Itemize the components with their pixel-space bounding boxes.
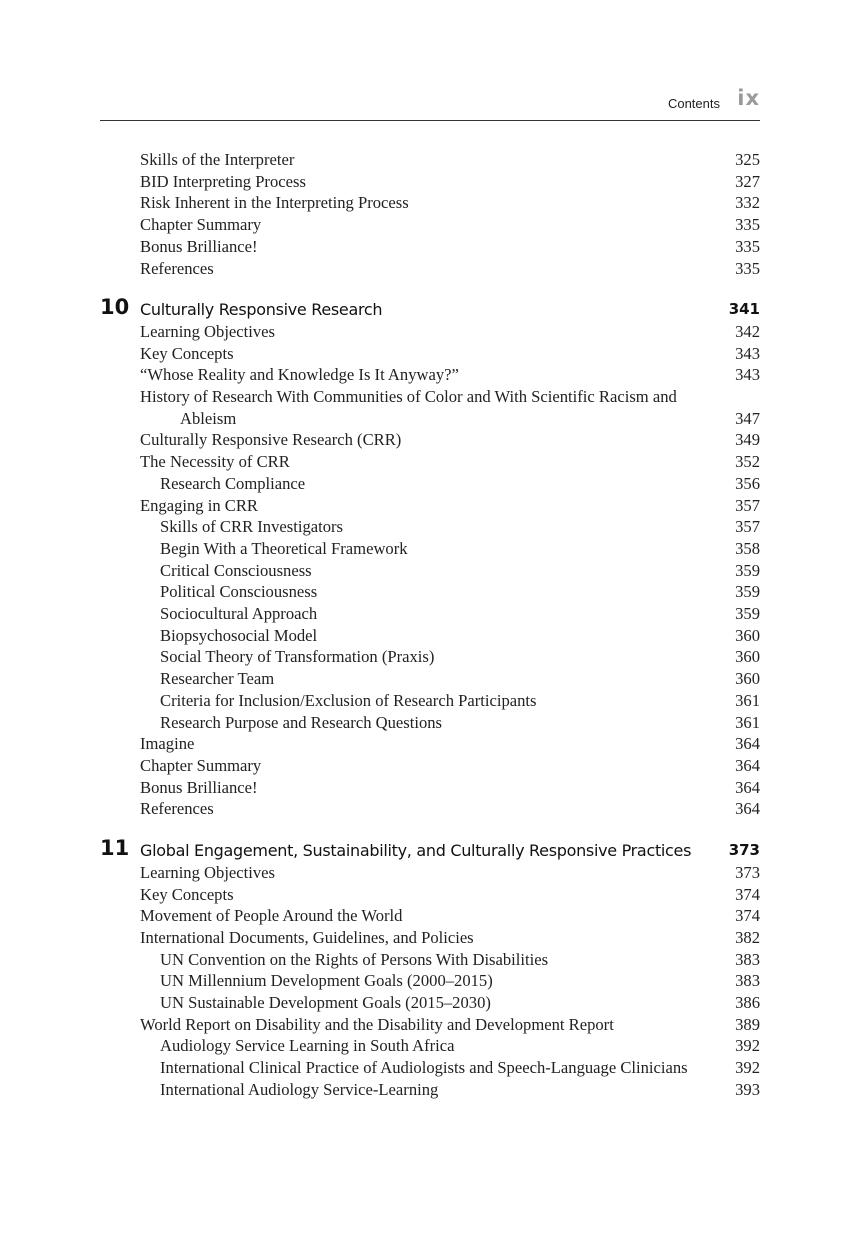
chapter-title: Global Engagement, Sustainability, and Culturally Responsive Practices [140,841,692,861]
toc-entry-page: 335 [735,215,760,235]
toc-entry[interactable] [100,171,760,193]
toc-subentry[interactable] [100,603,760,625]
table-of-contents [100,149,760,1101]
toc-entry-page: 357 [735,517,760,537]
chapter-title: Culturally Responsive Research [140,300,383,320]
chapter-page: 373 [728,841,760,860]
toc-entry-page: 360 [735,625,760,645]
toc-entry-title: Culturally Responsive Research (CRR) [140,430,402,450]
toc-entry-title: World Report on Disability and the Disability and Development Report [140,1014,614,1034]
toc-subentry[interactable] [100,668,760,690]
toc-entry-title: Key Concepts [140,343,234,363]
chapter-heading-10[interactable] [100,295,760,321]
toc-entry-title: Key Concepts [140,884,234,904]
toc-entry-page: 343 [735,343,760,363]
toc-entry-page: 359 [735,560,760,580]
toc-subentry[interactable] [100,1079,760,1101]
toc-entry[interactable] [100,321,760,343]
toc-entry-page: 335 [735,258,760,278]
toc-subentry[interactable] [100,949,760,971]
toc-entry-page: 343 [735,365,760,385]
page-number: ix [737,86,760,110]
toc-subentry[interactable] [100,516,760,538]
toc-entry-page: 358 [735,538,760,558]
toc-entry-page: 327 [735,171,760,191]
toc-entry-page: 360 [735,647,760,667]
toc-entry[interactable] [100,755,760,777]
toc-entry[interactable] [100,386,760,429]
toc-entry-title: Research Purpose and Research Questions [160,712,443,732]
toc-entry-page: 364 [735,734,760,754]
toc-entry[interactable] [100,364,760,386]
toc-subentry[interactable] [100,625,760,647]
toc-entry-title: References [140,258,214,278]
toc-entry-page: 373 [735,862,760,882]
toc-subentry[interactable] [100,970,760,992]
toc-entry[interactable] [100,777,760,799]
toc-entry-page: 359 [735,582,760,602]
toc-entry-page: 374 [735,906,760,926]
toc-entry-title: Learning Objectives [140,321,276,341]
toc-entry[interactable] [100,862,760,884]
toc-subentry[interactable] [100,690,760,712]
toc-entry[interactable] [100,884,760,906]
toc-entry-title: Begin With a Theoretical Framework [160,538,408,558]
toc-entry-page: 360 [735,669,760,689]
toc-entry-title: Research Compliance [160,473,306,493]
toc-entry-page: 361 [735,690,760,710]
toc-entry-page: 352 [735,452,760,472]
toc-entry[interactable] [100,429,760,451]
toc-subentry[interactable] [100,473,760,495]
toc-entry-page: 349 [735,430,760,450]
toc-entry[interactable] [100,192,760,214]
toc-entry-title: Risk Inherent in the Interpreting Process [140,193,409,213]
toc-entry-title: Chapter Summary [140,215,262,235]
toc-entry-title: BID Interpreting Process [140,171,306,191]
toc-entry-page: 383 [735,971,760,991]
toc-entry-title: Imagine [140,734,195,754]
toc-entry-title: Researcher Team [160,669,275,689]
toc-entry-page: 383 [735,949,760,969]
chapter-heading-11[interactable] [100,836,760,862]
toc-subentry[interactable] [100,1057,760,1079]
toc-entry-title: UN Millennium Development Goals (2000–2015) [160,971,493,991]
toc-entry-title: Biopsychosocial Model [160,625,318,645]
toc-entry[interactable] [100,1014,760,1036]
toc-entry-page: 382 [735,927,760,947]
running-header-label: Contents [667,96,720,111]
toc-entry-title: Engaging in CRR [140,495,259,515]
toc-entry-page: 393 [735,1079,760,1099]
toc-entry-page: 332 [735,193,760,213]
toc-entry[interactable] [100,343,760,365]
toc-entry-page: 389 [735,1014,760,1034]
toc-entry-title: Skills of CRR Investigators [160,517,344,537]
toc-entry-page: 347 [735,408,760,428]
toc-subentry[interactable] [100,1035,760,1057]
toc-entry[interactable] [100,451,760,473]
toc-entry-page: 357 [735,495,760,515]
toc-entry-page: 392 [735,1058,760,1078]
toc-entry-page: 386 [735,993,760,1013]
chapter-number: 11 [100,836,130,861]
toc-entry[interactable] [100,733,760,755]
toc-entry-title: Sociocultural Approach [160,604,318,624]
toc-entry-title: Audiology Service Learning in South Africa [160,1036,455,1056]
toc-entry[interactable] [100,495,760,517]
toc-entry-page: 364 [735,777,760,797]
toc-entry-page: 335 [735,236,760,256]
toc-entry-title: UN Convention on the Rights of Persons With Disabilities [160,949,549,969]
toc-entry-title: Skills of the Interpreter [140,150,295,169]
toc-entry-title: Chapter Summary [140,755,262,775]
toc-entry[interactable] [100,927,760,949]
toc-entry[interactable] [100,258,760,280]
toc-entry[interactable] [100,214,760,236]
toc-entry-title: International Audiology Service-Learning [160,1079,439,1099]
toc-entry-page: 359 [735,604,760,624]
chapter-page: 341 [728,300,760,319]
toc-entry-page: 325 [735,150,760,169]
toc-entry-title: The Necessity of CRR [140,452,290,472]
toc-subentry[interactable] [100,712,760,734]
toc-subentry[interactable] [100,560,760,582]
toc-entry-page: 364 [735,799,760,819]
toc-entry-title: Movement of People Around the World [140,906,403,926]
toc-entry-title: History of Research With Communities of Color and With Scientific Racism and Ableism [140,387,677,428]
toc-entry-title: Bonus Brilliance! [140,777,258,797]
toc-entry[interactable] [100,236,760,258]
toc-entry-title: Social Theory of Transformation (Praxis) [160,647,435,667]
toc-entry[interactable] [100,798,760,820]
toc-entry[interactable] [100,149,760,171]
toc-entry-page: 361 [735,712,760,732]
toc-entry-title: Bonus Brilliance! [140,236,258,256]
toc-entry-page: 342 [735,321,760,341]
toc-entry-title: International Documents, Guidelines, and Policies [140,927,474,947]
toc-entry-page: 364 [735,755,760,775]
toc-entry-title: Criteria for Inclusion/Exclusion of Research Participants [160,690,537,710]
toc-entry-title: “Whose Reality and Knowledge Is It Anyway?” [140,365,459,385]
toc-entry[interactable] [100,905,760,927]
toc-entry-title: Critical Consciousness [160,560,312,580]
chapter-number: 10 [100,295,130,320]
toc-subentry[interactable] [100,538,760,560]
toc-entry-title: International Clinical Practice of Audiologists and Speech-Language Clinicians [160,1058,688,1078]
toc-subentry[interactable] [100,992,760,1014]
running-header [100,88,760,121]
toc-subentry[interactable] [100,581,760,603]
toc-subentry[interactable] [100,646,760,668]
toc-entry-page: 392 [735,1036,760,1056]
toc-entry-page: 356 [735,473,760,493]
toc-entry-title: Learning Objectives [140,862,276,882]
toc-entry-title: Political Consciousness [160,582,318,602]
toc-entry-page: 374 [735,884,760,904]
toc-entry-title: References [140,799,214,819]
toc-entry-title: UN Sustainable Development Goals (2015–2030) [160,993,491,1013]
